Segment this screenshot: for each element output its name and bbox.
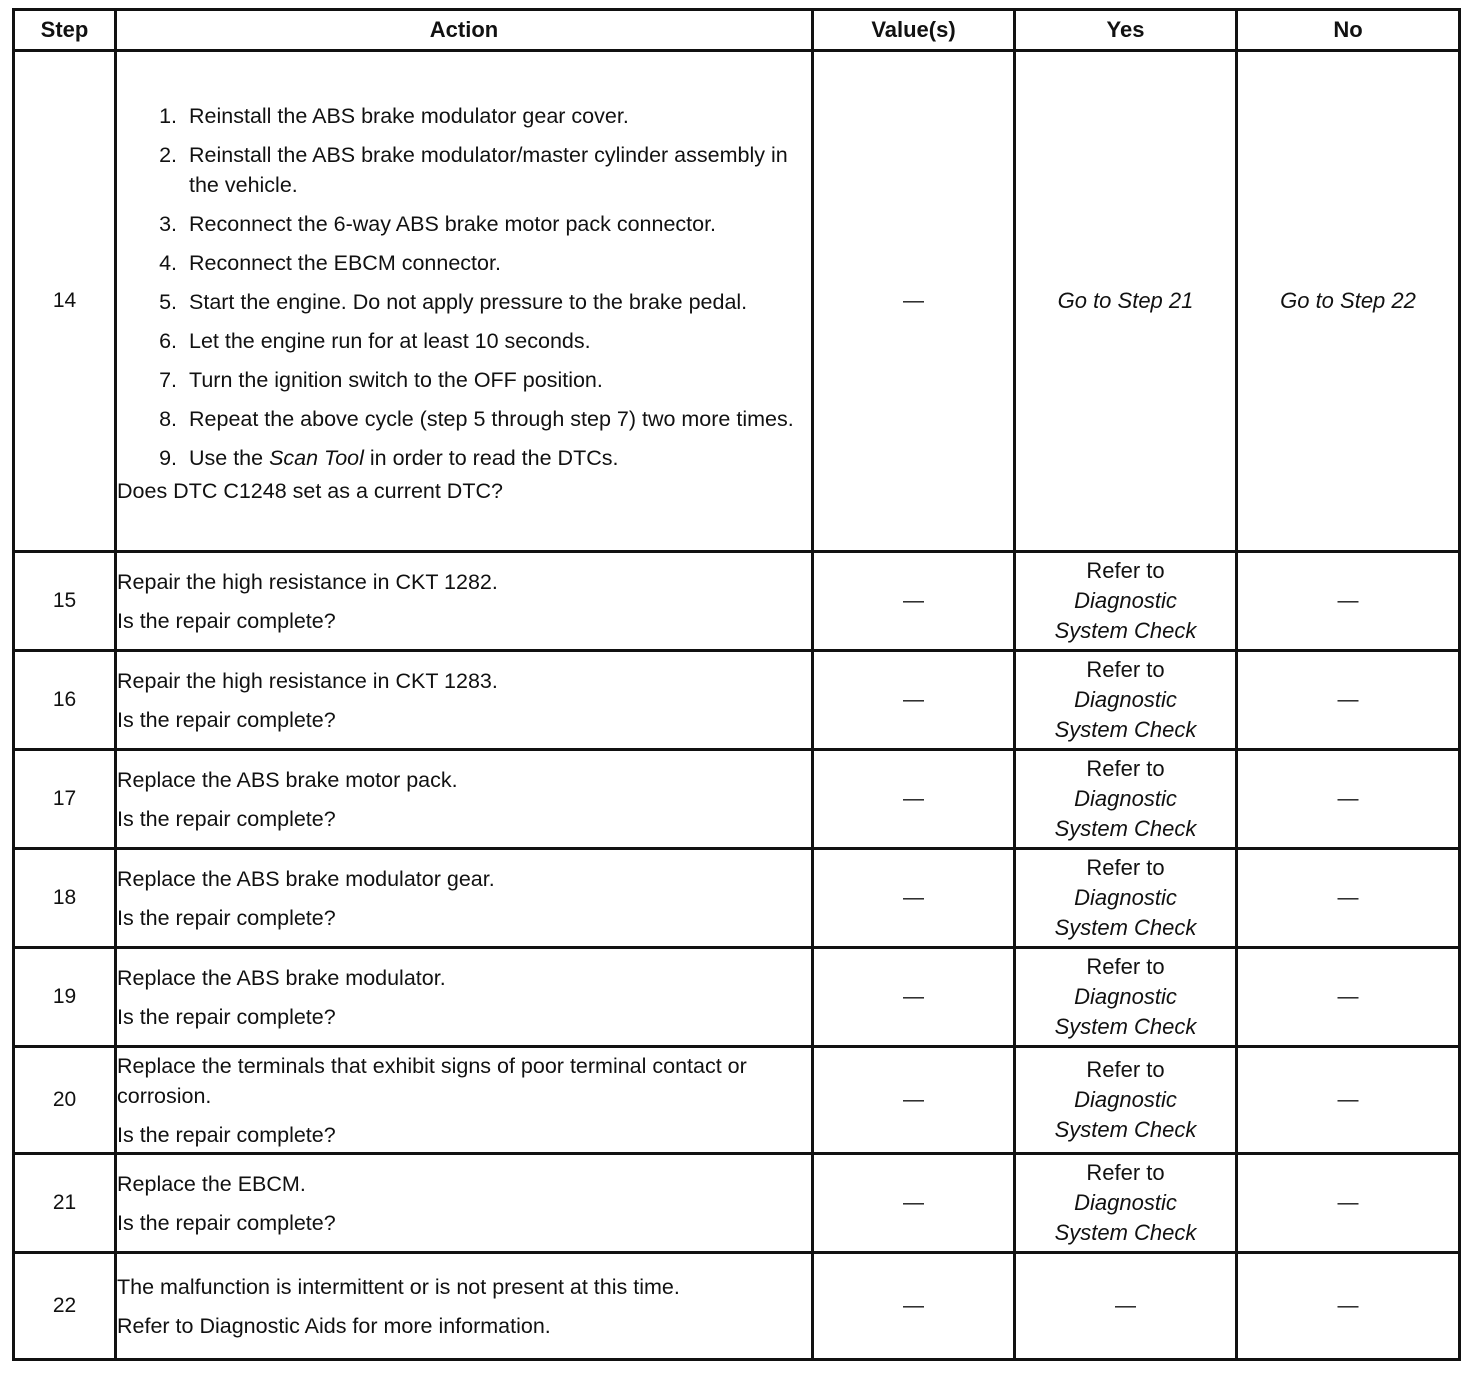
yes-cell: — (1015, 1253, 1237, 1360)
refer-to: Refer to (1086, 855, 1165, 880)
table-row (14, 750, 1460, 849)
procedure-text: Use the (189, 445, 270, 470)
procedure-item: 3. Reconnect the 6-way ABS brake motor pack connector. (183, 209, 811, 239)
refer-to: Refer to (1086, 756, 1165, 781)
procedure-item: 2. Reinstall the ABS brake modulator/master cylinder assembly in the vehicle. (183, 140, 811, 200)
action-text: Replace the ABS brake motor pack. (117, 767, 458, 792)
yes-cell (1015, 1047, 1237, 1154)
action-text: Replace the ABS brake modulator gear. (117, 866, 495, 891)
table-row (14, 651, 1460, 750)
step-number: 22 (14, 1253, 116, 1360)
table-row (14, 1047, 1460, 1154)
refer-to: Refer to (1086, 1057, 1165, 1082)
no-cell: — (1237, 750, 1460, 849)
step-number: 20 (14, 1047, 116, 1154)
question: Is the repair complete? (117, 1004, 336, 1029)
value-cell: — (813, 1047, 1015, 1154)
action-cell (116, 1253, 813, 1360)
value-cell: — (813, 51, 1015, 552)
header-no: No (1237, 10, 1460, 51)
refer-to: Refer to (1086, 657, 1165, 682)
value-cell: — (813, 651, 1015, 750)
header-values: Value(s) (813, 10, 1015, 51)
action-text: Replace the ABS brake modulator. (117, 965, 446, 990)
refer-system-check: System Check (1054, 1014, 1197, 1039)
yes-cell (1015, 849, 1237, 948)
action-text: The malfunction is intermittent or is not present at this time. (117, 1274, 680, 1299)
yes-cell (1015, 651, 1237, 750)
yes-cell (1015, 1154, 1237, 1253)
refer-diagnostic: Diagnostic (1074, 588, 1177, 613)
step-number: 21 (14, 1154, 116, 1253)
yes-cell: Go to Step 21 (1015, 51, 1237, 552)
step-number: 16 (14, 651, 116, 750)
action-cell (116, 948, 813, 1047)
refer-to: Refer to (1086, 1160, 1165, 1185)
procedure-item: 6. Let the engine run for at least 10 seconds. (183, 326, 811, 356)
table-row (14, 849, 1460, 948)
refer-system-check: System Check (1054, 1220, 1197, 1245)
procedure-item: 4. Reconnect the EBCM connector. (183, 248, 811, 278)
value-cell: — (813, 1154, 1015, 1253)
yes-cell (1015, 552, 1237, 651)
procedure-item: 5. Start the engine. Do not apply pressure to the brake pedal. (183, 287, 811, 317)
no-cell: — (1237, 948, 1460, 1047)
refer-diagnostic: Diagnostic (1074, 1087, 1177, 1112)
header-yes: Yes (1015, 10, 1237, 51)
action-text: Repair the high resistance in CKT 1282. (117, 569, 498, 594)
procedure-item: 8. Repeat the above cycle (step 5 through step 7) two more times. (183, 404, 811, 434)
no-cell: — (1237, 1047, 1460, 1154)
refer-to: Refer to (1086, 558, 1165, 583)
action-cell (116, 1154, 813, 1253)
action-text: Repair the high resistance in CKT 1283. (117, 668, 498, 693)
yes-cell (1015, 750, 1237, 849)
step-number: 18 (14, 849, 116, 948)
no-cell: Go to Step 22 (1237, 51, 1460, 552)
refer-diagnostic: Diagnostic (1074, 687, 1177, 712)
no-cell: — (1237, 1253, 1460, 1360)
table-row (14, 51, 1460, 552)
procedure-text: in order to read the DTCs. (363, 445, 619, 470)
value-cell: — (813, 948, 1015, 1047)
question: Is the repair complete? (117, 1122, 336, 1147)
action-cell (116, 651, 813, 750)
table-row (14, 948, 1460, 1047)
yes-cell (1015, 948, 1237, 1047)
question: Is the repair complete? (117, 707, 336, 732)
action-cell (116, 750, 813, 849)
table-row (14, 1253, 1460, 1360)
table-row (14, 1154, 1460, 1253)
procedure-item: 7. Turn the ignition switch to the OFF position. (183, 365, 811, 395)
no-cell: — (1237, 849, 1460, 948)
refer-system-check: System Check (1054, 816, 1197, 841)
question: Is the repair complete? (117, 806, 336, 831)
question: Does DTC C1248 set as a current DTC? (117, 478, 503, 503)
procedure-item (183, 443, 811, 473)
refer-to: Refer to (1086, 954, 1165, 979)
value-cell: — (813, 750, 1015, 849)
action-cell (116, 552, 813, 651)
step-number: 14 (14, 51, 116, 552)
no-cell: — (1237, 552, 1460, 651)
refer-system-check: System Check (1054, 717, 1197, 742)
header-row (14, 10, 1460, 51)
no-cell: — (1237, 651, 1460, 750)
action-text: Replace the terminals that exhibit signs of poor terminal contact or corrosion. (117, 1053, 747, 1108)
step-number: 19 (14, 948, 116, 1047)
refer-diagnostic: Diagnostic (1074, 885, 1177, 910)
diagnostic-aids-note: Refer to Diagnostic Aids for more information. (117, 1313, 551, 1338)
diagnostic-table-page (12, 8, 1458, 1361)
procedure-item: 1. Reinstall the ABS brake modulator gear cover. (183, 101, 811, 131)
value-cell: — (813, 552, 1015, 651)
refer-system-check: System Check (1054, 1117, 1197, 1142)
refer-system-check: System Check (1054, 618, 1197, 643)
procedure-list (117, 101, 811, 473)
refer-diagnostic: Diagnostic (1074, 1190, 1177, 1215)
header-action: Action (116, 10, 813, 51)
scan-tool-term: Scan Tool (269, 445, 364, 470)
refer-system-check: System Check (1054, 915, 1197, 940)
question: Is the repair complete? (117, 1210, 336, 1235)
table-row (14, 552, 1460, 651)
no-cell: — (1237, 1154, 1460, 1253)
action-cell (116, 849, 813, 948)
diagnostic-table (12, 8, 1461, 1361)
value-cell: — (813, 849, 1015, 948)
refer-diagnostic: Diagnostic (1074, 786, 1177, 811)
question: Is the repair complete? (117, 608, 336, 633)
step-number: 17 (14, 750, 116, 849)
action-cell (116, 51, 813, 552)
header-step: Step (14, 10, 116, 51)
question: Is the repair complete? (117, 905, 336, 930)
action-cell (116, 1047, 813, 1154)
step-number: 15 (14, 552, 116, 651)
refer-diagnostic: Diagnostic (1074, 984, 1177, 1009)
value-cell: — (813, 1253, 1015, 1360)
action-text: Replace the EBCM. (117, 1171, 306, 1196)
